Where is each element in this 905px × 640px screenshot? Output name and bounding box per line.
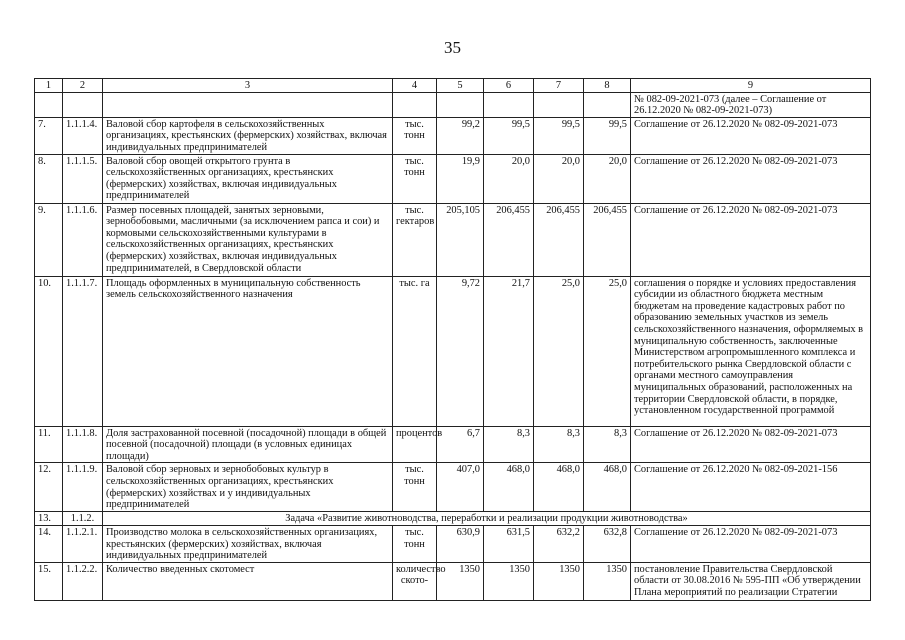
value-2024: 1350 <box>534 562 584 600</box>
table-row <box>35 562 871 600</box>
row-number: 14. <box>35 525 63 562</box>
row-code: 1.1.1.6. <box>63 203 103 276</box>
source-cell: Соглашение от 26.12.2020 № 082-09-2021-073 <box>631 154 871 203</box>
value-2025: 468,0 <box>584 463 631 512</box>
row-code: 1.1.1.8. <box>63 426 103 463</box>
table-row <box>35 117 871 154</box>
source-cell: Соглашение от 26.12.2020 № 082-09-2021-073 <box>631 426 871 463</box>
value-2022: 630,9 <box>437 525 484 562</box>
row-number: 8. <box>35 154 63 203</box>
value-2025: 25,0 <box>584 276 631 426</box>
row-code: 1.1.2. <box>63 512 103 526</box>
value-2023: 631,5 <box>484 525 534 562</box>
continuation-row <box>35 92 871 117</box>
unit: процентов <box>393 426 437 463</box>
value-2022: 99,2 <box>437 117 484 154</box>
header-cell: 7 <box>534 79 584 93</box>
indicator-name: Валовой сбор зерновых и зернобобовых культур в сельскохозяйственных организациях, крестьянских (фермерских) хозяйствах и у индивидуальных предпринимателей <box>103 463 393 512</box>
header-cell: 5 <box>437 79 484 93</box>
unit: тыс. тонн <box>393 154 437 203</box>
value-2025: 20,0 <box>584 154 631 203</box>
value-2022: 6,7 <box>437 426 484 463</box>
source-cell: Соглашение от 26.12.2020 № 082-09-2021-073 <box>631 203 871 276</box>
unit: количество ското- <box>393 562 437 600</box>
source-cell: Соглашение от 26.12.2020 № 082-09-2021-073 <box>631 117 871 154</box>
header-cell: 3 <box>103 79 393 93</box>
value-2025: 632,8 <box>584 525 631 562</box>
value-2022: 19,9 <box>437 154 484 203</box>
indicator-name: Количество введенных скотомест <box>103 562 393 600</box>
row-code: 1.1.2.1. <box>63 525 103 562</box>
indicator-name: Размер посевных площадей, занятых зерновыми, зернобобовыми, масличными (за исключением рапса и сои) и кормовыми сельскохозяйственными культурами в сельскохозяйственных организациях, крестьянских (фермерских) хозяйствах, включая индивидуальных предпринимателей, в Свердловской области <box>103 203 393 276</box>
task-title: Задача «Развитие животноводства, переработки и реализации продукции животноводства» <box>103 512 871 526</box>
value-2022: 205,105 <box>437 203 484 276</box>
header-cell: 2 <box>63 79 103 93</box>
row-code: 1.1.1.5. <box>63 154 103 203</box>
source-cell: Соглашение от 26.12.2020 № 082-09-2021-156 <box>631 463 871 512</box>
indicator-name: Доля застрахованной посевной (посадочной) площади в общей посевной (посадочной) площади (в условных единицах площади) <box>103 426 393 463</box>
header-cell: 8 <box>584 79 631 93</box>
value-2025: 1350 <box>584 562 631 600</box>
header-cell: 4 <box>393 79 437 93</box>
unit: тыс. га <box>393 276 437 426</box>
source-cell: № 082-09-2021-073 (далее – Соглашение от 26.12.2020 № 082-09-2021-073) <box>631 92 871 117</box>
page-number: 35 <box>444 38 461 57</box>
value-2024: 25,0 <box>534 276 584 426</box>
source-cell: соглашения о порядке и условиях предоставления субсидии из областного бюджета местным бюджетам на проведение кадастровых работ по образованию земельных участков из земель сельскохозяйственного назначения, оформляемых в муниципальную собственность, заключенные Министерством агропромышленного комплекса и потребительского рынка Свердловской области с органами местного самоуправления муниципальных образований, расположенных на территории Свердловской области, в порядке, установленном государственной программой <box>631 276 871 426</box>
table-row <box>35 463 871 512</box>
indicator-name: Валовой сбор овощей открытого грунта в сельскохозяйственных организациях, крестьянских (фермерских) хозяйствах, включая индивидуальных предпринимателей <box>103 154 393 203</box>
row-code: 1.1.1.4. <box>63 117 103 154</box>
row-code: 1.1.1.9. <box>63 463 103 512</box>
table-row <box>35 203 871 276</box>
value-2024: 20,0 <box>534 154 584 203</box>
task-row <box>35 512 871 526</box>
indicator-name: Площадь оформленных в муниципальную собственность земель сельскохозяйственного назначения <box>103 276 393 426</box>
row-number: 15. <box>35 562 63 600</box>
value-2024: 206,455 <box>534 203 584 276</box>
table-row <box>35 426 871 463</box>
value-2023: 468,0 <box>484 463 534 512</box>
header-cell: 1 <box>35 79 63 93</box>
value-2023: 1350 <box>484 562 534 600</box>
indicators-table <box>34 78 871 601</box>
value-2023: 206,455 <box>484 203 534 276</box>
header-cell: 6 <box>484 79 534 93</box>
row-number: 10. <box>35 276 63 426</box>
value-2023: 21,7 <box>484 276 534 426</box>
value-2025: 99,5 <box>584 117 631 154</box>
unit: тыс. гектаров <box>393 203 437 276</box>
table-row <box>35 276 871 426</box>
unit: тыс. тонн <box>393 463 437 512</box>
row-number: 12. <box>35 463 63 512</box>
value-2023: 20,0 <box>484 154 534 203</box>
unit: тыс. тонн <box>393 117 437 154</box>
indicator-name: Производство молока в сельскохозяйственных организациях, крестьянских (фермерских) хозяйствах, включая индивидуальных предпринимателей <box>103 525 393 562</box>
indicator-name: Валовой сбор картофеля в сельскохозяйственных организациях, крестьянских (фермерских) хозяйствах, включая индивидуальных предпринимателей <box>103 117 393 154</box>
value-2022: 1350 <box>437 562 484 600</box>
value-2023: 8,3 <box>484 426 534 463</box>
source-cell: постановление Правительства Свердловской области от 30.08.2016 № 595-ПП «Об утверждении Плана мероприятий по реализации Стратегии <box>631 562 871 600</box>
value-2024: 632,2 <box>534 525 584 562</box>
row-number: 9. <box>35 203 63 276</box>
row-code: 1.1.2.2. <box>63 562 103 600</box>
value-2022: 407,0 <box>437 463 484 512</box>
header-row <box>35 79 871 93</box>
value-2025: 206,455 <box>584 203 631 276</box>
row-number: 7. <box>35 117 63 154</box>
table-row <box>35 525 871 562</box>
table-row <box>35 154 871 203</box>
row-number: 11. <box>35 426 63 463</box>
source-cell: Соглашение от 26.12.2020 № 082-09-2021-073 <box>631 525 871 562</box>
value-2025: 8,3 <box>584 426 631 463</box>
value-2024: 468,0 <box>534 463 584 512</box>
row-number: 13. <box>35 512 63 526</box>
value-2024: 99,5 <box>534 117 584 154</box>
value-2023: 99,5 <box>484 117 534 154</box>
value-2022: 9,72 <box>437 276 484 426</box>
header-cell: 9 <box>631 79 871 93</box>
row-code: 1.1.1.7. <box>63 276 103 426</box>
value-2024: 8,3 <box>534 426 584 463</box>
unit: тыс. тонн <box>393 525 437 562</box>
